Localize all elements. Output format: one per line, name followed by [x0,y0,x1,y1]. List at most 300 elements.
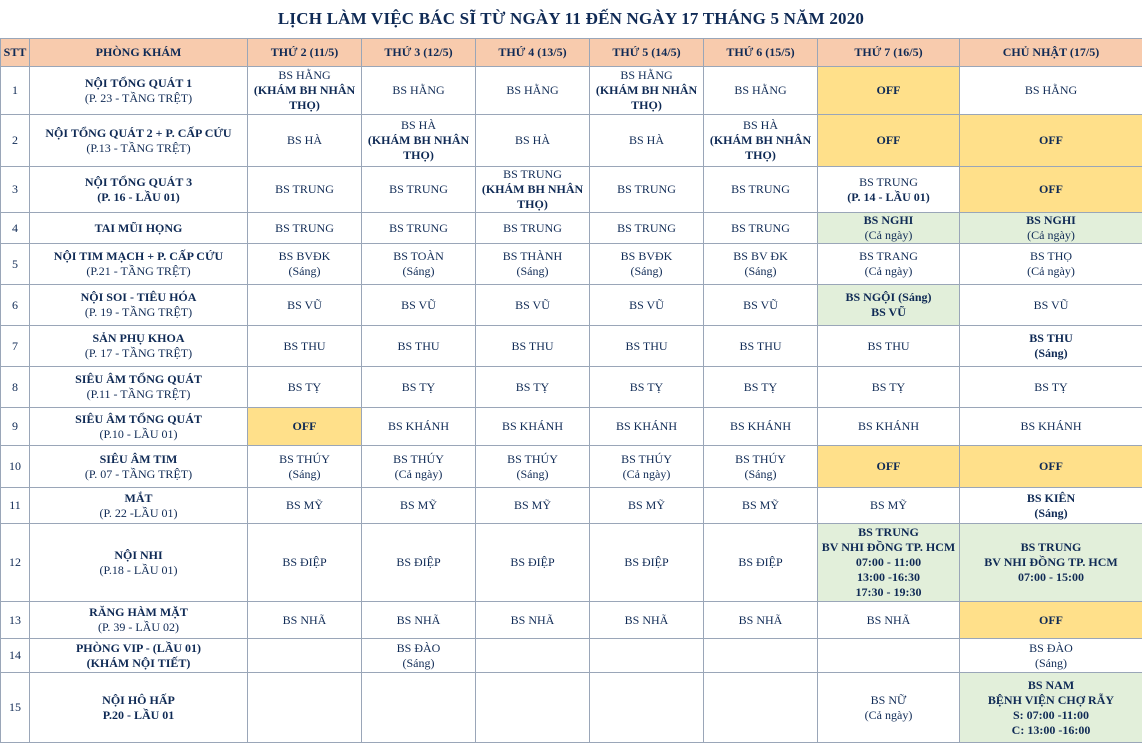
schedule-cell-mon [248,639,362,673]
doctor-entry: BS BVĐK [620,249,673,263]
room-location: (P.13 - TẦNG TRỆT) [86,140,191,155]
doctor-entry: BS ĐIỆP [396,555,441,569]
doctor-entry: (Sáng) [288,264,321,278]
doctor-entry: BS TRANG [859,249,918,263]
doctor-entry: BS NHÃ [282,612,327,627]
doctor-entry: BS HẰNG [392,83,445,97]
off-label: OFF [1039,133,1063,147]
header-thu: THỨ 5 (14/5) [590,39,704,67]
schedule-cell-wed [476,639,590,673]
doctor-entry: BS NHÃ [738,612,783,627]
header-sat: THỨ 7 (16/5) [818,39,960,67]
doctor-entry: BV NHI ĐỒNG TP. HCM [984,555,1118,569]
schedule-cell-mon [248,213,362,244]
doctor-entry: BS THU [1029,331,1073,345]
doctor-entry: 17:30 - 19:30 [855,585,922,599]
schedule-cell-thu [590,408,704,446]
doctor-entry: (Sáng) [1035,655,1067,670]
doctor-entry: BS TRUNG [858,525,919,539]
room-name: NỘI TỔNG QUÁT 3 [84,174,193,189]
schedule-table [0,38,1142,743]
schedule-cell-sat [818,488,960,524]
header-row [1,39,1142,67]
doctor-entry: (Cả ngày) [622,466,671,481]
schedule-cell-sun [960,244,1142,285]
doctor-entry: BV NHI ĐỒNG TP. HCM [821,540,956,554]
doctor-entry: (Sáng) [288,466,321,481]
doctor-entry: BS ĐIỆP [510,555,555,569]
schedule-cell-wed [476,524,590,602]
schedule-cell-thu [590,67,704,115]
schedule-cell-sun [960,367,1142,408]
doctor-entry: BS KIÊN [1026,490,1076,505]
doctor-entry: BS NHÃ [866,612,911,627]
header-room: PHÒNG KHÁM [30,39,248,67]
schedule-cell-wed [476,244,590,285]
schedule-cell-sun [960,213,1142,244]
schedule-cell-sat [818,67,960,115]
doctor-entry: BS TRUNG [1020,540,1082,554]
doctor-entry: THỌ) [403,148,434,162]
table-row [1,488,1142,524]
room-cell [30,639,248,673]
schedule-cell-tue [362,488,476,524]
doctor-entry: (Cả ngày) [1027,228,1075,242]
room-cell [30,244,248,285]
doctor-entry: THỌ) [745,148,776,162]
schedule-cell-sun [960,446,1142,488]
doctor-entry: THỌ) [517,197,548,211]
room-name: SIÊU ÂM TỔNG QUÁT [75,411,202,426]
room-name: SIÊU ÂM TIM [99,451,178,466]
doctor-entry: (Sáng) [630,264,663,278]
schedule-cell-thu [590,673,704,743]
doctor-entry: BS HÀ [514,133,550,147]
schedule-cell-mon [248,408,362,446]
doctor-entry: (KHÁM BH NHÂN [481,182,584,196]
doctor-entry: BS KHÁNH [729,419,791,433]
room-location: (P. 16 - LẦU 01) [97,189,180,204]
off-label: OFF [876,133,901,147]
doctor-entry: BS TỴ [287,379,322,394]
doctor-entry: (Cả ngày) [1027,264,1075,278]
off-label: OFF [292,419,317,433]
row-number: 15 [1,673,30,743]
room-name: NỘI TỔNG QUÁT 2 + P. CẤP CỨU [45,125,232,140]
schedule-cell-sat [818,639,960,673]
off-label: OFF [876,83,901,97]
table-row [1,673,1142,743]
doctor-entry: BS NAM [1027,677,1075,692]
schedule-cell-sun [960,326,1142,367]
off-label: OFF [1039,182,1063,196]
schedule-cell-wed [476,673,590,743]
row-number: 11 [1,488,30,524]
room-cell [30,524,248,602]
row-number: 4 [1,213,30,244]
doctor-entry: BS THU [511,338,554,353]
doctor-entry: BS THÀNH [502,249,563,263]
doctor-entry: BS ĐIỆP [282,555,327,569]
table-row [1,446,1142,488]
doctor-entry: BS THU [867,338,910,353]
row-number: 7 [1,326,30,367]
schedule-cell-mon [248,446,362,488]
doctor-entry: BS TRUNG [859,174,918,189]
schedule-cell-fri [704,244,818,285]
room-cell [30,408,248,446]
schedule-cell-sat [818,367,960,408]
schedule-cell-tue [362,639,476,673]
doctor-entry: BS HẰNG [506,83,559,97]
header-mon: THỨ 2 (11/5) [248,39,362,67]
schedule-cell-sat [818,446,960,488]
doctor-entry: (KHÁM BH NHÂN [253,83,356,97]
doctor-entry: BS KHÁNH [501,419,563,433]
doctor-entry: BS THÚY [393,451,444,466]
room-cell [30,326,248,367]
schedule-cell-thu [590,213,704,244]
doctor-entry: BS MỸ [399,498,437,512]
doctor-entry: BS HẰNG [1024,83,1078,97]
room-cell [30,367,248,408]
room-location: (P.21 - TẦNG TRỆT) [86,264,191,278]
doctor-entry: 07:00 - 11:00 [855,555,922,569]
row-number: 6 [1,285,30,326]
schedule-cell-sat [818,285,960,326]
doctor-entry: BS BV ĐK [733,249,788,263]
doctor-entry: BS ĐÀO [1029,640,1073,655]
schedule-cell-thu [590,244,704,285]
schedule-cell-tue [362,602,476,639]
doctor-entry: BS MỸ [627,498,665,512]
schedule-cell-fri [704,488,818,524]
doctor-entry: BS TỴ [871,379,906,394]
schedule-cell-wed [476,602,590,639]
doctor-entry: S: 07:00 -11:00 [1013,707,1089,722]
doctor-entry: BS KHÁNH [615,419,677,433]
row-number: 3 [1,167,30,213]
schedule-cell-sat [818,673,960,743]
doctor-entry: BS MỸ [741,498,779,512]
schedule-cell-sat [818,326,960,367]
doctor-entry: BS KHÁNH [1020,419,1082,433]
schedule-cell-thu [590,115,704,167]
doctor-entry: BS ĐIỆP [624,555,669,569]
schedule-cell-tue [362,167,476,213]
room-cell [30,213,248,244]
schedule-cell-sun [960,524,1142,602]
room-name: NỘI NHI [114,547,163,562]
table-row [1,115,1142,167]
schedule-cell-sun [960,673,1142,743]
schedule-cell-thu [590,285,704,326]
room-location: (P. 23 - TẦNG TRỆT) [84,90,193,105]
room-cell [30,602,248,639]
schedule-cell-tue [362,213,476,244]
schedule-cell-sun [960,602,1142,639]
doctor-entry: (KHÁM BH NHÂN [367,133,470,147]
table-row [1,167,1142,213]
doctor-entry: BS NHÃ [624,612,669,627]
room-cell [30,446,248,488]
schedule-cell-sun [960,67,1142,115]
doctor-entry: BS KHÁNH [857,419,919,433]
schedule-cell-tue [362,446,476,488]
doctor-entry: BS VŨ [287,297,322,312]
table-row [1,67,1142,115]
doctor-entry: BS THU [397,338,440,353]
doctor-entry: BS HẰNG [278,68,331,82]
room-location: (P. 39 - LẦU 02) [98,620,179,634]
doctor-entry: BS MỸ [285,498,323,512]
schedule-cell-thu [590,446,704,488]
schedule-cell-mon [248,602,362,639]
schedule-cell-tue [362,285,476,326]
doctor-entry: BS BVĐK [278,249,331,263]
schedule-cell-mon [248,115,362,167]
schedule-cell-tue [362,408,476,446]
doctor-entry: 07:00 - 15:00 [1018,570,1084,584]
doctor-entry: BS TỴ [401,379,436,394]
doctor-entry: BS HÀ [400,118,436,132]
doctor-entry: BS HẰNG [734,83,787,97]
schedule-cell-fri [704,367,818,408]
schedule-cell-mon [248,285,362,326]
schedule-cell-fri [704,285,818,326]
row-number: 12 [1,524,30,602]
table-row [1,326,1142,367]
schedule-cell-thu [590,326,704,367]
schedule-cell-mon [248,673,362,743]
off-label: OFF [1039,459,1063,473]
row-number: 8 [1,367,30,408]
doctor-entry: BS THỌ [1029,249,1073,263]
doctor-entry: (Sáng) [516,264,549,278]
doctor-entry: THỌ) [631,98,662,112]
doctor-entry: BS TRUNG [389,220,448,235]
doctor-entry: BS ĐÀO [396,640,441,655]
doctor-entry: BS THÚY [621,451,672,466]
doctor-entry: BS THÚY [279,451,330,466]
room-name: SẢN PHỤ KHOA [92,331,185,345]
room-name: TAI MŨI HỌNG [94,220,183,235]
room-name: SIÊU ÂM TỔNG QUÁT [75,372,202,386]
doctor-entry: BS ĐIỆP [738,555,783,569]
row-number: 1 [1,67,30,115]
schedule-cell-fri [704,67,818,115]
schedule-cell-sun [960,488,1142,524]
doctor-entry: (Sáng) [402,655,435,670]
row-number: 2 [1,115,30,167]
doctor-entry: BS NHÃ [396,612,441,627]
room-name: NỘI TỔNG QUÁT 1 [84,75,193,90]
schedule-cell-mon [248,67,362,115]
header-sun: CHỦ NHẬT (17/5) [960,39,1142,67]
doctor-entry: (P. 14 - LẦU 01) [847,189,930,204]
doctor-entry: (Sáng) [1034,505,1068,520]
schedule-cell-sun [960,115,1142,167]
schedule-cell-wed [476,67,590,115]
schedule-cell-sat [818,167,960,213]
doctor-entry: BS MỸ [869,498,907,512]
table-row [1,213,1142,244]
doctor-entry: BS VŨ [743,297,778,312]
doctor-entry: BS HÀ [286,133,322,147]
doctor-entry: (KHÁM BH NHÂN [595,83,698,97]
schedule-cell-wed [476,367,590,408]
schedule-cell-thu [590,524,704,602]
page-title: LỊCH LÀM VIỆC BÁC SĨ TỪ NGÀY 11 ĐẾN NGÀY 17 THÁNG 5 NĂM 2020 [277,9,865,28]
schedule-cell-mon [248,488,362,524]
schedule-cell-mon [248,167,362,213]
doctor-entry: BS THÚY [735,451,786,466]
doctor-entry: BS TỴ [515,379,550,394]
doctor-entry: BS HÀ [628,133,664,147]
doctor-entry: BS TRUNG [617,220,676,235]
table-row [1,524,1142,602]
schedule-cell-wed [476,408,590,446]
doctor-entry: (KHÁM BH NHÂN [709,133,812,147]
room-name: PHÒNG VIP - (LẦU 01) [75,640,202,655]
doctor-entry: (Sáng) [744,264,777,278]
doctor-entry: BS TOÀN [393,249,444,263]
schedule-cell-tue [362,244,476,285]
row-number: 5 [1,244,30,285]
schedule-cell-sat [818,244,960,285]
schedule-cell-fri [704,408,818,446]
room-cell [30,673,248,743]
row-number: 10 [1,446,30,488]
room-name: RĂNG HÀM MẶT [89,605,188,619]
doctor-entry: BS KHÁNH [387,419,449,433]
doctor-entry: BS NHÃ [510,612,555,627]
schedule-cell-mon [248,326,362,367]
schedule-cell-sun [960,167,1142,213]
doctor-entry: BS TRUNG [503,220,562,235]
schedule-cell-tue [362,524,476,602]
doctor-entry: BS HÀ [742,118,778,132]
doctor-entry: BS THÚY [507,451,558,466]
doctor-entry: C: 13:00 -16:00 [1011,722,1091,737]
room-cell [30,115,248,167]
doctor-entry: BS MỸ [513,498,551,512]
schedule-cell-fri [704,446,818,488]
schedule-body [1,67,1142,743]
schedule-cell-fri [704,326,818,367]
header-stt: STT [1,39,30,67]
doctor-entry: BS NGHI [1026,213,1076,227]
schedule-cell-mon [248,367,362,408]
schedule-cell-thu [590,602,704,639]
schedule-cell-fri [704,524,818,602]
schedule-cell-tue [362,115,476,167]
schedule-cell-sat [818,213,960,244]
schedule-cell-mon [248,244,362,285]
doctor-entry: BS THU [283,338,326,353]
doctor-entry: (Cả ngày) [864,264,913,278]
doctor-entry: (Sáng) [1034,346,1068,360]
schedule-cell-wed [476,446,590,488]
room-location: (P. 07 - TẦNG TRỆT) [84,466,193,481]
doctor-entry: BS TRUNG [389,182,448,196]
doctor-entry: BS TỴ [743,379,778,394]
off-label: OFF [876,459,901,473]
row-number: 13 [1,602,30,639]
header-tue: THỨ 3 (12/5) [362,39,476,67]
schedule-cell-wed [476,167,590,213]
schedule-cell-thu [590,488,704,524]
off-label: OFF [1039,612,1063,627]
doctor-entry: BS TỴ [1034,379,1068,394]
schedule-cell-fri [704,213,818,244]
room-cell [30,167,248,213]
room-location: (KHÁM NỘI TIẾT) [86,655,191,670]
schedule-cell-tue [362,673,476,743]
doctor-entry: BS NGHI [863,213,914,227]
doctor-entry: BS TRUNG [731,220,790,235]
schedule-cell-wed [476,115,590,167]
room-location: (P.11 - TẦNG TRỆT) [86,387,191,401]
schedule-cell-thu [590,639,704,673]
table-row [1,408,1142,446]
header-wed: THỨ 4 (13/5) [476,39,590,67]
room-cell [30,285,248,326]
room-cell [30,67,248,115]
table-row [1,244,1142,285]
doctor-entry: BS VŨ [1033,297,1069,312]
schedule-cell-fri [704,602,818,639]
schedule-cell-wed [476,285,590,326]
room-name: MẮT [124,490,153,505]
schedule-cell-mon [248,524,362,602]
doctor-entry: BS TRUNG [275,182,334,196]
schedule-cell-fri [704,639,818,673]
doctor-entry: BS TRUNG [275,220,334,235]
doctor-entry: BS TRUNG [617,182,676,196]
schedule-cell-wed [476,326,590,367]
table-row [1,639,1142,673]
doctor-entry: BS VŨ [871,305,906,319]
schedule-cell-sat [818,408,960,446]
doctor-entry: (Cả ngày) [864,228,913,242]
room-location: (P. 17 - TẦNG TRỆT) [84,346,193,360]
doctor-entry: (Sáng) [744,466,777,481]
schedule-cell-tue [362,326,476,367]
doctor-entry: BS TRUNG [503,167,562,181]
doctor-entry: BS THU [625,338,668,353]
schedule-cell-fri [704,115,818,167]
schedule-cell-thu [590,167,704,213]
schedule-cell-wed [476,488,590,524]
doctor-entry: BS NGỘI (Sáng) [845,290,932,304]
schedule-cell-tue [362,367,476,408]
room-name: NỘI SOI - TIÊU HÓA [80,290,197,304]
doctor-entry: BS TỴ [629,379,664,394]
room-location: (P. 19 - TẦNG TRỆT) [84,305,193,319]
schedule-cell-sat [818,115,960,167]
room-location: (P. 22 -LẦU 01) [99,505,178,520]
schedule-cell-sat [818,524,960,602]
room-name: NỘI HÔ HẤP [102,692,175,707]
room-location: (P.18 - LẦU 01) [99,562,178,577]
row-number: 14 [1,639,30,673]
doctor-entry: (Sáng) [516,466,549,481]
schedule-cell-sun [960,285,1142,326]
doctor-entry: 13:00 -16:30 [857,570,920,584]
header-fri: THỨ 6 (15/5) [704,39,818,67]
doctor-entry: BS TRUNG [731,182,790,196]
